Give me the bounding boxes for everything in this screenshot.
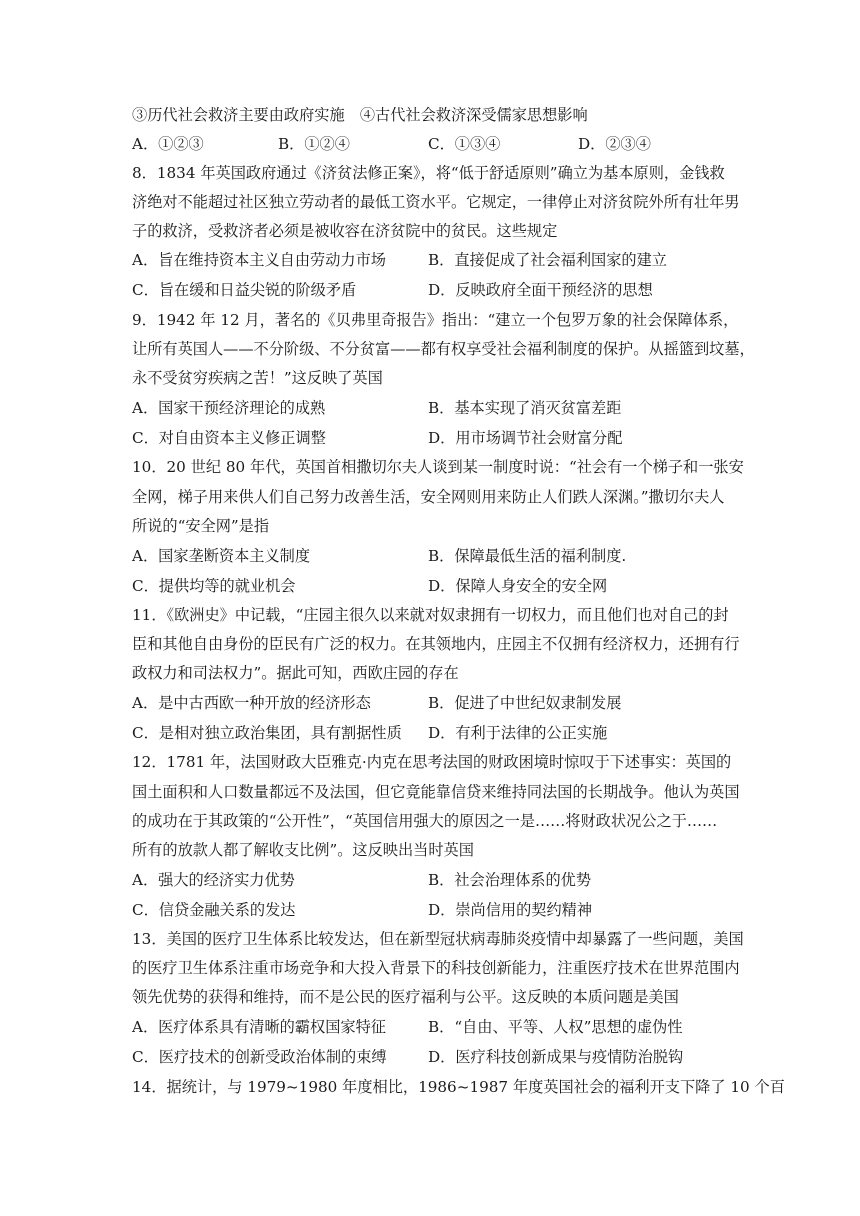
q8-option-c: C．旨在缓和日益尖锐的阶级矛盾 [132,281,357,299]
question-9-line-1: 9．1942 年 12 月，著名的《贝弗里奇报告》指出：“建立一个包罗万象的社会保障体系， [132,311,739,329]
question-11-line-1: 11．《欧洲史》中记载，“庄园主很久以来就对奴隶拥有一切权力，而且他们也对自己的封 [132,606,729,624]
question-10-line-1: 10．20 世纪 80 年代，英国首相撒切尔夫人谈到某一制度时说：“社会有一个梯子和一张安 [132,458,744,476]
option-b: B．①②④ [278,135,350,153]
statements-line: ③历代社会救济主要由政府实施 ④古代社会救济深受儒家思想影响 [132,106,588,124]
question-11-line-2: 臣和其他自由身份的臣民有广泛的权力。在其领地内，庄园主不仅拥有经济权力，还拥有行 [132,635,740,653]
question-12-line-2: 国土面积和人口数量都远不及法国，但它竟能靠信贷来维持同法国的长期战争。他认为英国 [132,783,740,801]
question-8-line-3: 子的救济，受救济者必须是被收容在济贫院中的贫民。这些规定 [132,222,558,240]
q8-option-d: D．反映政府全面干预经济的思想 [428,281,653,299]
q12-option-a: A．强大的经济实力优势 [132,871,295,889]
q11-option-d: D．有利于法律的公正实施 [428,724,608,742]
q11-option-c: C．是相对独立政治集团，具有割据性质 [132,724,402,742]
q11-option-b: B．促进了中世纪奴隶制发展 [428,694,622,712]
question-12-line-4: 所有的放款人都了解收支比例”。这反映出当时英国 [132,841,474,859]
question-12-line-1: 12．1781 年，法国财政大臣雅克·内克在思考法国的财政困境时惊叹于下述事实：英国的 [132,753,732,771]
question-14-line-1: 14．据统计，与 1979~1980 年度相比，1986~1987 年度英国社会的福利开支下降了 10 个百 [132,1078,785,1096]
q13-option-a: A．医疗体系具有清晰的霸权国家特征 [132,1018,386,1036]
option-a: A．①②③ [132,135,204,153]
q9-option-c: C．对自由资本主义修正调整 [132,429,326,447]
question-10-line-2: 全网，梯子用来供人们自己努力改善生活，安全网则用来防止人们跌人深渊。”撒切尔夫人 [132,488,725,506]
option-d: D．②③④ [578,135,651,153]
question-8-line-1: 8．1834 年英国政府通过《济贫法修正案》，将“低于舒适原则”确立为基本原则，金钱救 [132,164,725,182]
q9-option-b: B．基本实现了消灭贫富差距 [428,399,622,417]
q10-option-b: B．保障最低生活的福利制度. [428,547,627,565]
question-13-line-3: 领先优势的获得和维持，而不是公民的医疗福利与公平。这反映的本质问题是美国 [132,988,679,1006]
q13-option-d: D．医疗科技创新成果与疫情防治脱钩 [428,1048,684,1066]
q12-option-b: B．社会治理体系的优势 [428,871,592,889]
q10-option-c: C．提供均等的就业机会 [132,577,296,595]
option-c: C．①③④ [428,135,501,153]
q12-option-d: D．崇尚信用的契约精神 [428,901,593,919]
q8-option-b: B．直接促成了社会福利国家的建立 [428,251,667,269]
question-13-line-2: 的医疗卫生体系注重市场竞争和大投入背景下的科技创新能力，注重医疗技术在世界范围内 [132,959,740,977]
question-12-line-3: 的成功在于其政策的“公开性”，“英国信用强大的原因之一是……将财政状况公之于…… [132,812,718,830]
question-13-line-1: 13．美国的医疗卫生体系比较发达，但在新型冠状病毒肺炎疫情中却暴露了一些问题，美国 [132,930,744,948]
q9-option-a: A．国家干预经济理论的成熟 [132,399,326,417]
question-9-line-3: 永不受贫穷疾病之苦！”这反映了英国 [132,369,383,387]
q9-option-d: D．用市场调节社会财富分配 [428,429,623,447]
q13-option-c: C．医疗技术的创新受政治体制的束缚 [132,1048,387,1066]
q11-option-a: A．是中古西欧一种开放的经济形态 [132,694,371,712]
q12-option-c: C．信贷金融关系的发达 [132,901,296,919]
question-8-line-2: 济绝对不能超过社区独立劳动者的最低工资水平。它规定，一律停止对济贫院外所有壮年男 [132,193,740,211]
question-11-line-3: 政权力和司法权力”。据此可知，西欧庄园的存在 [132,664,459,682]
question-9-line-2: 让所有英国人——不分阶级、不分贫富——都有权享受社会福利制度的保护。从摇篮到坟墓， [132,340,755,358]
q13-option-b: B．“自由、平等、人权”思想的虚伪性 [428,1018,683,1036]
q8-option-a: A．旨在维持资本主义自由劳动力市场 [132,251,386,269]
q10-option-a: A．国家垄断资本主义制度 [132,547,311,565]
question-10-line-3: 所说的“安全网”是指 [132,517,270,535]
q10-option-d: D．保障人身安全的安全网 [428,577,608,595]
